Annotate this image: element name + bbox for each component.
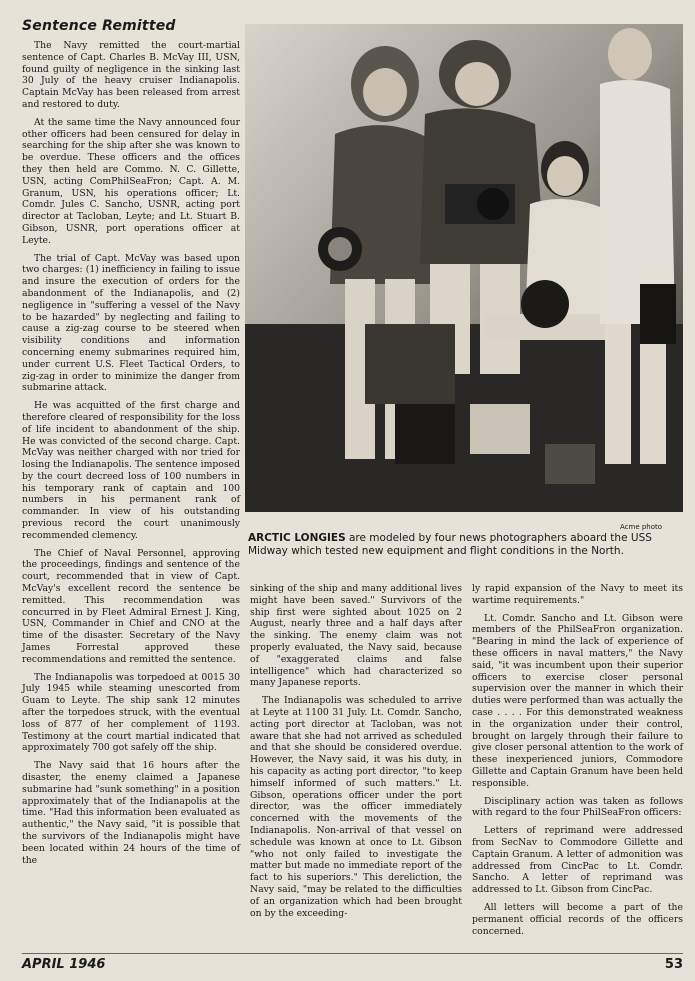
photographers-photo-image [245, 24, 683, 512]
article-heading: Sentence Remitted [22, 18, 176, 34]
article-paragraph: The Indianapolis was scheduled to arrive at Leyte at 1100 31 July. Lt. Comdr. Sancho, acting port director at Tacloban, was not aware that she had not arrived as scheduled and that she should be considered overdue. However, the Navy said, it was his duty, in his capacity as acting port director, "to keep himself informed of such matters." Lt. Gibson, operations officer under the port director, was the officer immediately concerned with the movements of the Indianapolis. Non-arrival of that vessel on schedule was known at once to Lt. Gibson "who not only failed to investigate the matter but made no immediate report of the fact to his superiors." This dereliction, the Navy said, "may be related to the difficulties of an organization which had been brought on by the exceeding- [250, 695, 462, 919]
article-paragraph: He was acquitted of the first charge and therefore cleared of responsibility for the loss of life incident to abandonment of the ship. He was convicted of the second charge. Capt. McVay was neither charged with nor tried for losing the Indianapolis. The sentence imposed by the court decreed loss of 100 numbers in his temporary rank of captain and 100 numbers in his permanent rank of commander. In view of his outstanding previous record the court unanimously recommended clemency. [22, 400, 240, 541]
article-paragraph: All letters will become a part of the permanent official records of the officers concerned. [472, 901, 683, 937]
photo-credit: Acme photo [620, 523, 663, 531]
article-column-1 [22, 18, 240, 872]
article-paragraph: At the same time the Navy announced four other officers had been censured for delay in searching for the ship after she was known to be overdue. These officers and the offices they then held are Commo. N. C. Gillette, USN, acting ComPhilSeaFron; Capt. A. M. Granum, USN, his operations officer; Lt. Comdr. Jules C. Sancho, USNR, acting port director at Tacloban, Leyte; and Lt. Stuart B. Gibson, USNR, port operations officer at Leyte. [22, 116, 240, 246]
article-body-column-1 [22, 40, 240, 866]
article-paragraph: Disciplinary action was taken as follows with regard to the four PhilSeaFron officers: [472, 795, 683, 819]
footer-rule [22, 953, 683, 954]
article-paragraph: sinking of the ship and many additional lives might have been saved." Survivors of the ship first were sighted about 1025 on 2 August, nearly three and a half days after the sinking. The enemy claim was not properly evaluated, the Navy said, because of "exaggerated claims and false intelligence" which had characterized so many Japanese reports. [250, 583, 462, 689]
article-paragraph: The trial of Capt. McVay was based upon two charges: (1) inefficiency in failing to issue and insure the execution of orders for the abandonment of the Indianapolis, and (2) negligence in "suffering a vessel of the Navy to be hazarded" by neglecting and failing to cause a zig-zag course to be steered when visibility conditions and information concerning enemy submarines required him, under current U.S. Fleet Tactical Orders, to zig-zag in order to minimize the danger from submarine attack. [22, 252, 240, 394]
article-paragraph: The Indianapolis was torpedoed at 0015 30 July 1945 while steaming unescorted from Guam to Leyte. The ship sank 12 minutes after the torpedoes struck, with the eventual loss of 877 of her complement of 1193. Testimony at the court martial indicated that approximately 700 got safely off the ship. [22, 671, 240, 754]
issue-date: APRIL 1946 [22, 957, 106, 972]
page-number: 53 [664, 957, 683, 972]
article-column-3 [472, 583, 683, 943]
photo-caption [248, 532, 681, 558]
article-paragraph: The Chief of Naval Personnel, approving the proceedings, findings and sentence of the court, recommended that in view of Capt. McVay's excellent record the sentence be remitted. This recommendation was concurred in by Fleet Admiral Ernest J. King, USN, Commander in Chief and CNO at the time of the disaster. Secretary of the Navy James Forrestal approved these recommendations and remitted the sentence. [22, 547, 240, 665]
news-photo [245, 24, 683, 512]
caption-lead: ARCTIC LONGIES [248, 532, 346, 544]
article-column-2 [250, 583, 462, 925]
article-paragraph: The Navy said that 16 hours after the disaster, the enemy claimed a Japanese submarine had "sunk something" in a position approximately that of the Indianapolis at the time. "Had this information been evaluated as authentic," the Navy said, "it is possible that the survivors of the Indianapolis might have been located within 24 hours of the time of the [22, 760, 240, 866]
article-paragraph: Lt. Comdr. Sancho and Lt. Gibson were members of the PhilSeaFron organization. "Bearing in mind the lack of experience of these officers in naval matters," the Navy said, "it was incumbent upon their superior officers to exercise closer personal supervision over the manner in which their duties were performed than was actually the case . . . . For this demonstrated weakness in the organization under their control, brought on largely through their failure to give closer personal attention to the work of these inexperienced juniors, Commodore Gillette and Captain Granum have been held responsible. [472, 612, 683, 789]
article-paragraph: The Navy remitted the court-martial sentence of Capt. Charles B. McVay III, USN, found guilty of negligence in the sinking last 30 July of the heavy cruiser Indianapolis. Captain McVay has been released from arrest and restored to duty. [22, 40, 240, 110]
caption-text: are modeled by four news photographers aboard the USS Midway which tested new equipment and flight conditions in the North. [248, 532, 652, 558]
article-paragraph: Letters of reprimand were addressed from SecNav to Commodore Gillette and Captain Granum. A letter of admonition was addressed from CincPac to Lt. Comdr. Sancho. A letter of reprimand was addressed to Lt. Gibson from CincPac. [472, 825, 683, 896]
article-paragraph: ly rapid expansion of the Navy to meet its wartime requirements." [472, 583, 683, 606]
